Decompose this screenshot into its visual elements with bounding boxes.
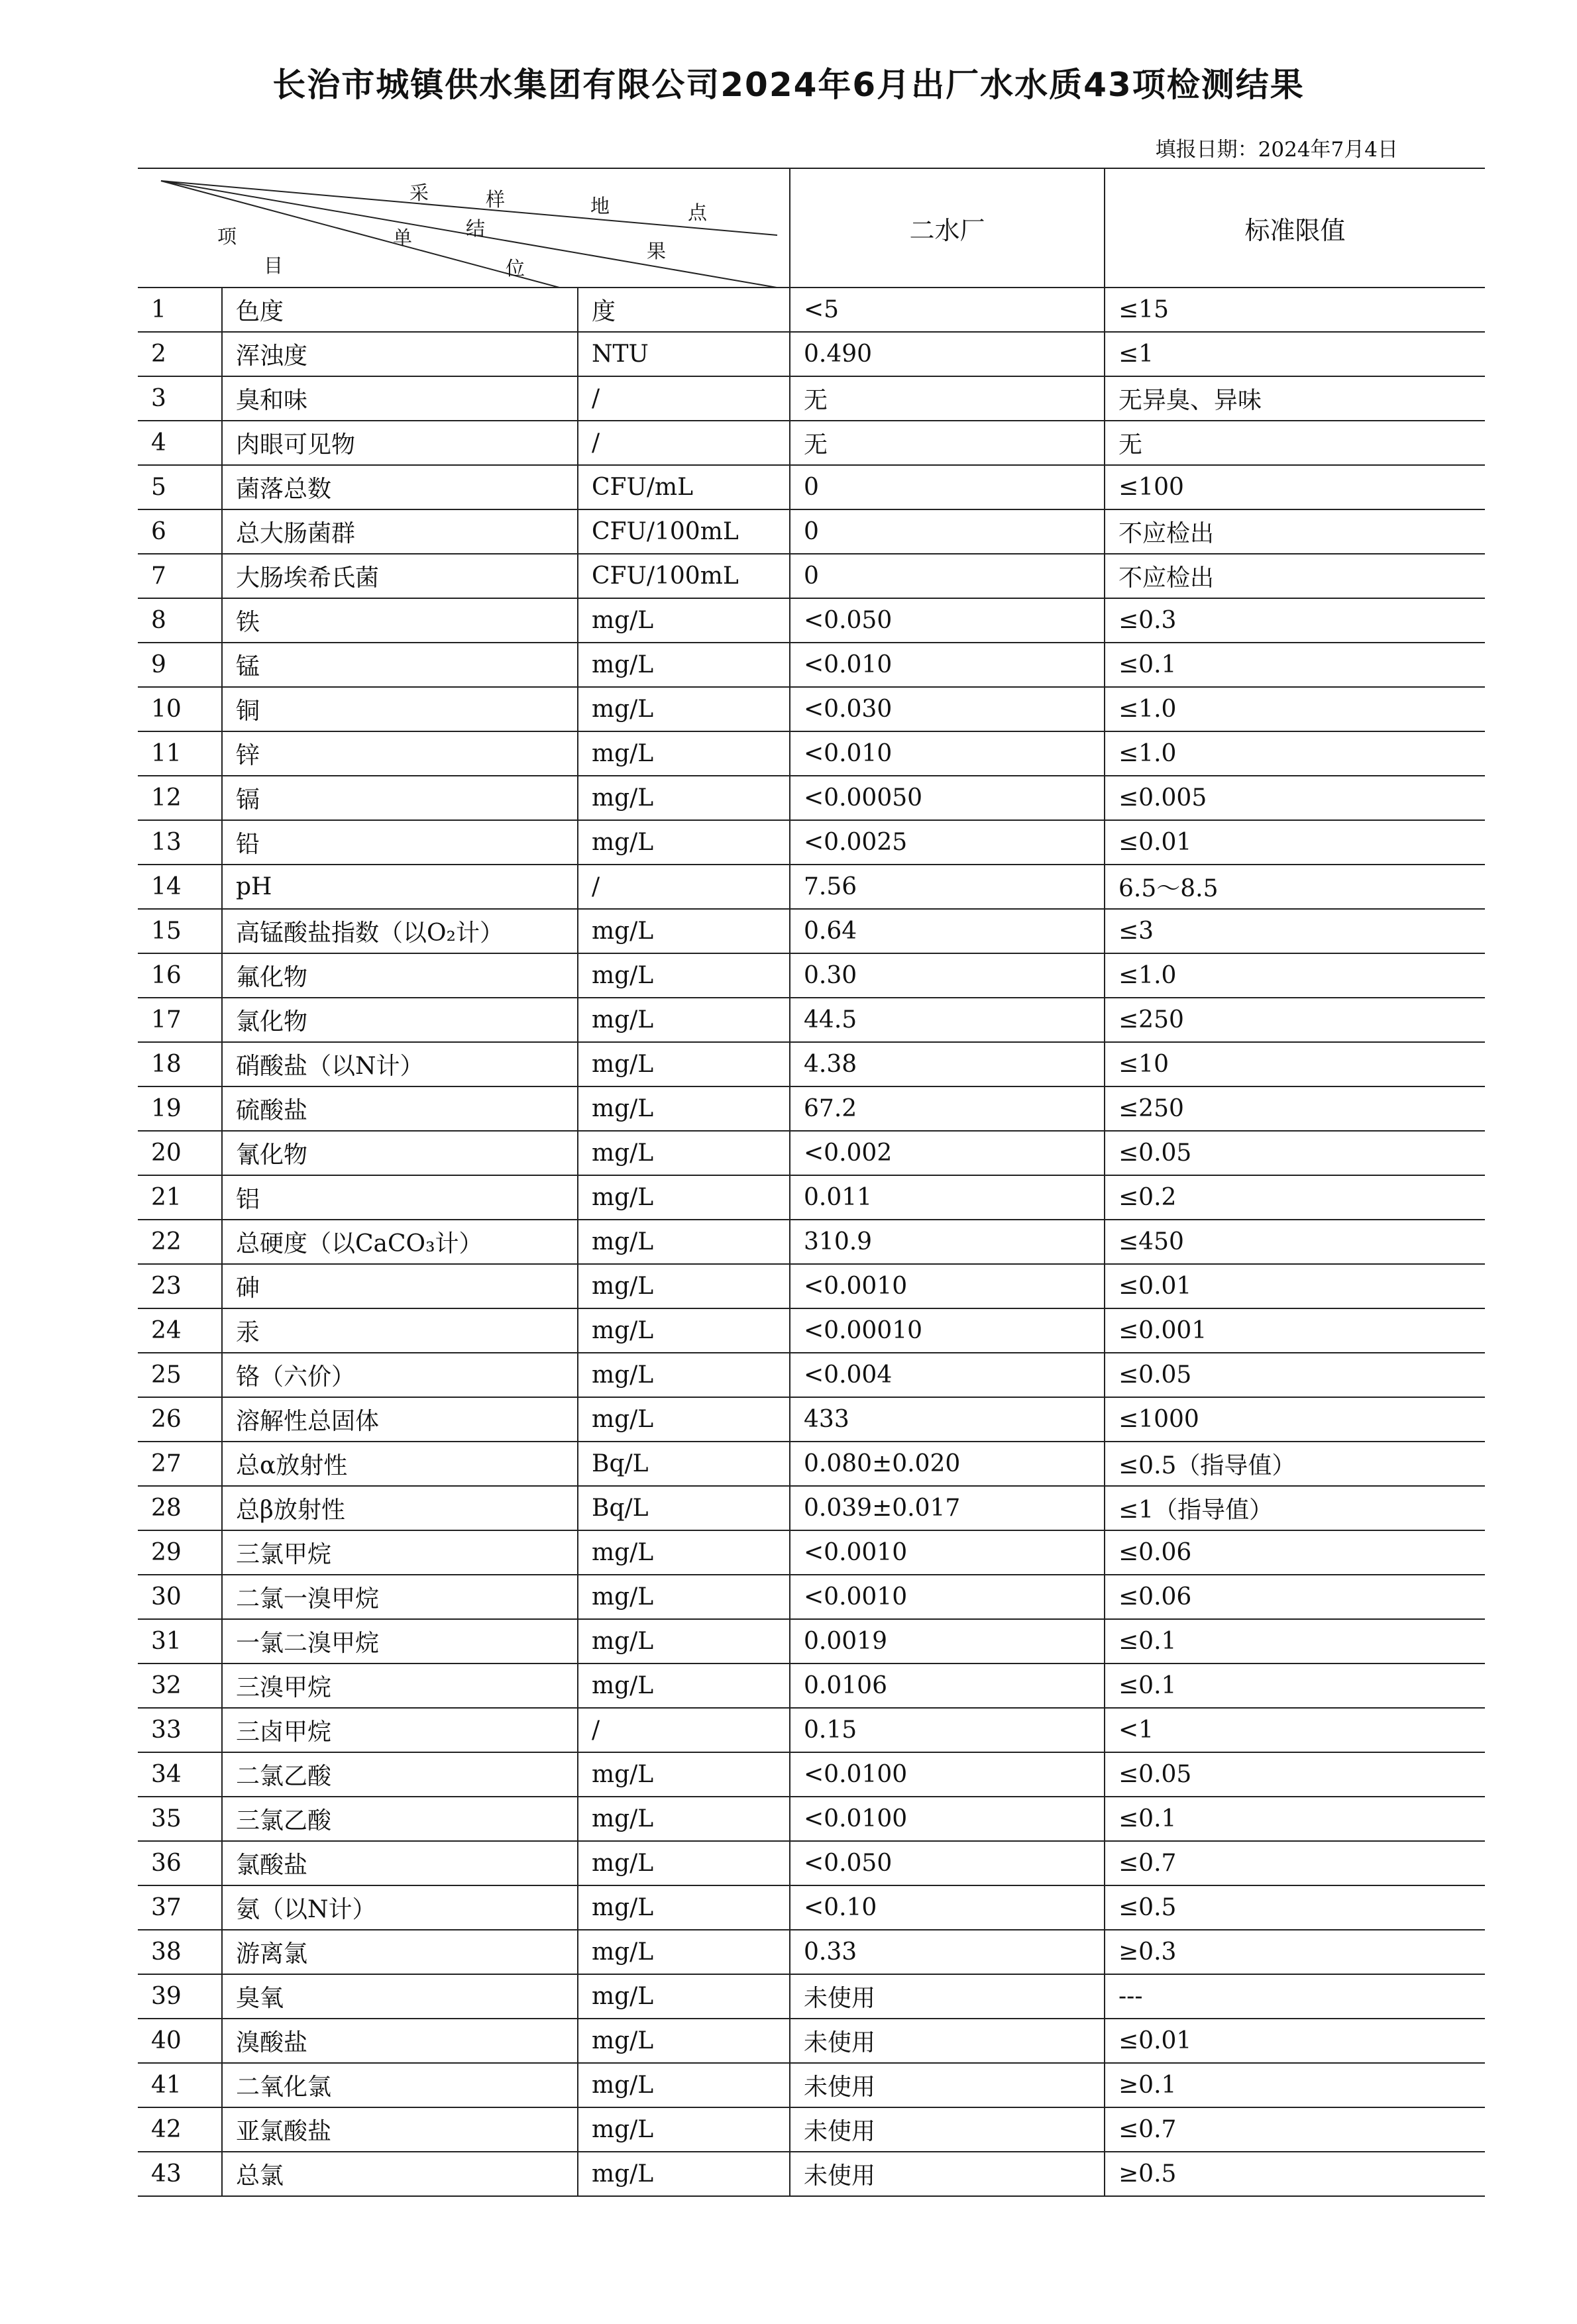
- table-row: [138, 687, 1485, 731]
- header-char: 位: [506, 257, 525, 280]
- item-name: 二氯一溴甲烷: [222, 1575, 578, 1619]
- table-row: [138, 731, 1485, 776]
- unit: mg/L: [578, 1841, 790, 1885]
- table-row: [138, 1530, 1485, 1575]
- standard-limit: ≤0.05: [1105, 1131, 1485, 1175]
- item-name: 氯化物: [222, 998, 578, 1042]
- table-row: [138, 2107, 1485, 2152]
- standard-limit: ≤0.005: [1105, 776, 1485, 820]
- unit: mg/L: [578, 2019, 790, 2063]
- item-name: 铝: [222, 1175, 578, 1220]
- item-name: 硫酸盐: [222, 1086, 578, 1131]
- result-value: 0: [790, 509, 1105, 554]
- item-name: 氰化物: [222, 1131, 578, 1175]
- table-row: [138, 1708, 1485, 1752]
- table-row: [138, 953, 1485, 998]
- row-number: 18: [138, 1042, 222, 1086]
- result-value: 未使用: [790, 2019, 1105, 2063]
- row-number: 27: [138, 1442, 222, 1486]
- item-name: 溶解性总固体: [222, 1397, 578, 1442]
- row-number: 21: [138, 1175, 222, 1220]
- unit: mg/L: [578, 2152, 790, 2196]
- table-row: [138, 1442, 1485, 1486]
- unit: /: [578, 865, 790, 909]
- row-number: 24: [138, 1308, 222, 1353]
- item-name: 亚氯酸盐: [222, 2107, 578, 2152]
- unit: 度: [578, 288, 790, 332]
- standard-limit: ≤0.01: [1105, 2019, 1485, 2063]
- unit: mg/L: [578, 598, 790, 643]
- table-row: [138, 1575, 1485, 1619]
- standard-limit: ≤3: [1105, 909, 1485, 953]
- header-char: 点: [688, 201, 708, 224]
- item-name: 锰: [222, 643, 578, 687]
- table-row: [138, 776, 1485, 820]
- standard-limit: ≤0.01: [1105, 820, 1485, 865]
- unit: mg/L: [578, 1664, 790, 1708]
- item-name: 一氯二溴甲烷: [222, 1619, 578, 1664]
- standard-limit: ---: [1105, 1974, 1485, 2019]
- row-number: 22: [138, 1220, 222, 1264]
- standard-limit: <1: [1105, 1708, 1485, 1752]
- result-value: 无: [790, 376, 1105, 421]
- standard-limit: ≤0.1: [1105, 1664, 1485, 1708]
- limit-column-header: 标准限值: [1105, 168, 1485, 288]
- unit: mg/L: [578, 2107, 790, 2152]
- row-number: 33: [138, 1708, 222, 1752]
- item-name: 游离氯: [222, 1930, 578, 1974]
- standard-limit: 不应检出: [1105, 554, 1485, 598]
- result-value: <0.0010: [790, 1530, 1105, 1575]
- page-title: 长治市城镇供水集团有限公司2024年6月出厂水水质43项检测结果: [272, 66, 1305, 104]
- table-row: [138, 998, 1485, 1042]
- row-number: 31: [138, 1619, 222, 1664]
- standard-limit: ≤10: [1105, 1042, 1485, 1086]
- table-row: [138, 1797, 1485, 1841]
- result-value: 0.64: [790, 909, 1105, 953]
- plant-column-header: 二水厂: [790, 168, 1105, 288]
- row-number: 3: [138, 376, 222, 421]
- row-number: 1: [138, 288, 222, 332]
- result-value: <0.010: [790, 643, 1105, 687]
- table-row: [138, 1885, 1485, 1930]
- standard-limit: ≤0.05: [1105, 1752, 1485, 1797]
- table-row: [138, 1974, 1485, 2019]
- row-number: 14: [138, 865, 222, 909]
- unit: CFU/100mL: [578, 509, 790, 554]
- unit: mg/L: [578, 687, 790, 731]
- unit: CFU/mL: [578, 465, 790, 509]
- table-header-row: [138, 168, 1485, 288]
- result-value: 0: [790, 465, 1105, 509]
- unit: mg/L: [578, 1131, 790, 1175]
- table-row: [138, 2152, 1485, 2196]
- row-number: 39: [138, 1974, 222, 2019]
- table-row: [138, 421, 1485, 465]
- result-value: <0.0010: [790, 1575, 1105, 1619]
- table-row: [138, 598, 1485, 643]
- table-row: [138, 1353, 1485, 1397]
- table-row: [138, 1486, 1485, 1530]
- item-name: pH: [222, 865, 578, 909]
- item-name: 三卤甲烷: [222, 1708, 578, 1752]
- table-row: [138, 1131, 1485, 1175]
- result-value: 0.0106: [790, 1664, 1105, 1708]
- standard-limit: ≥0.5: [1105, 2152, 1485, 2196]
- unit: mg/L: [578, 1530, 790, 1575]
- header-char: 单: [393, 227, 413, 249]
- item-name: 氯酸盐: [222, 1841, 578, 1885]
- result-value: 0.490: [790, 332, 1105, 376]
- unit: mg/L: [578, 909, 790, 953]
- standard-limit: ≤100: [1105, 465, 1485, 509]
- unit: Bq/L: [578, 1442, 790, 1486]
- row-number: 12: [138, 776, 222, 820]
- result-value: <0.0025: [790, 820, 1105, 865]
- unit: /: [578, 376, 790, 421]
- table-row: [138, 1042, 1485, 1086]
- standard-limit: ≤0.2: [1105, 1175, 1485, 1220]
- table-row: [138, 554, 1485, 598]
- result-value: <0.00050: [790, 776, 1105, 820]
- item-name: 镉: [222, 776, 578, 820]
- standard-limit: 6.5～8.5: [1105, 865, 1485, 909]
- result-value: <0.050: [790, 1841, 1105, 1885]
- standard-limit: ≥0.3: [1105, 1930, 1485, 1974]
- standard-limit: ≤1.0: [1105, 687, 1485, 731]
- standard-limit: ≤0.1: [1105, 1797, 1485, 1841]
- result-value: <0.0010: [790, 1264, 1105, 1308]
- unit: mg/L: [578, 953, 790, 998]
- row-number: 15: [138, 909, 222, 953]
- table-row: [138, 1397, 1485, 1442]
- standard-limit: ≤0.1: [1105, 643, 1485, 687]
- result-value: 无: [790, 421, 1105, 465]
- item-name: 三氯甲烷: [222, 1530, 578, 1575]
- result-value: 0.011: [790, 1175, 1105, 1220]
- row-number: 9: [138, 643, 222, 687]
- result-value: 未使用: [790, 1974, 1105, 2019]
- row-number: 26: [138, 1397, 222, 1442]
- result-value: <0.0100: [790, 1752, 1105, 1797]
- row-number: 19: [138, 1086, 222, 1131]
- row-number: 28: [138, 1486, 222, 1530]
- item-name: 砷: [222, 1264, 578, 1308]
- table-row: [138, 820, 1485, 865]
- result-value: <0.010: [790, 731, 1105, 776]
- unit: mg/L: [578, 731, 790, 776]
- standard-limit: ≤0.05: [1105, 1353, 1485, 1397]
- standard-limit: 无: [1105, 421, 1485, 465]
- table-row: [138, 2063, 1485, 2107]
- result-value: 0.33: [790, 1930, 1105, 1974]
- item-name: 铁: [222, 598, 578, 643]
- report-date: 填报日期：2024年7月4日: [1155, 138, 1398, 162]
- result-value: <0.0100: [790, 1797, 1105, 1841]
- table-row: [138, 1086, 1485, 1131]
- result-value: 0.080±0.020: [790, 1442, 1105, 1486]
- row-number: 29: [138, 1530, 222, 1575]
- row-number: 6: [138, 509, 222, 554]
- unit: mg/L: [578, 1752, 790, 1797]
- unit: mg/L: [578, 820, 790, 865]
- item-name: 二氯乙酸: [222, 1752, 578, 1797]
- row-number: 11: [138, 731, 222, 776]
- row-number: 10: [138, 687, 222, 731]
- result-value: 44.5: [790, 998, 1105, 1042]
- diagonal-header-cell: [138, 168, 790, 288]
- row-number: 17: [138, 998, 222, 1042]
- standard-limit: ≤0.3: [1105, 598, 1485, 643]
- row-number: 5: [138, 465, 222, 509]
- result-value: 310.9: [790, 1220, 1105, 1264]
- result-value: <0.050: [790, 598, 1105, 643]
- row-number: 40: [138, 2019, 222, 2063]
- item-name: 总硬度（以CaCO₃计）: [222, 1220, 578, 1264]
- item-name: 三氯乙酸: [222, 1797, 578, 1841]
- standard-limit: ≤0.06: [1105, 1575, 1485, 1619]
- results-body: [138, 288, 1485, 2196]
- item-name: 锌: [222, 731, 578, 776]
- result-value: <0.030: [790, 687, 1105, 731]
- unit: mg/L: [578, 1086, 790, 1131]
- row-number: 36: [138, 1841, 222, 1885]
- unit: CFU/100mL: [578, 554, 790, 598]
- item-name: 氟化物: [222, 953, 578, 998]
- item-name: 臭氧: [222, 1974, 578, 2019]
- standard-limit: ≤250: [1105, 1086, 1485, 1131]
- standard-limit: ≤0.06: [1105, 1530, 1485, 1575]
- item-name: 汞: [222, 1308, 578, 1353]
- standard-limit: ≤0.7: [1105, 1841, 1485, 1885]
- table-row: [138, 643, 1485, 687]
- standard-limit: ≤0.7: [1105, 2107, 1485, 2152]
- table-row: [138, 865, 1485, 909]
- item-name: 铬（六价）: [222, 1353, 578, 1397]
- unit: mg/L: [578, 1042, 790, 1086]
- unit: mg/L: [578, 1974, 790, 2019]
- standard-limit: ≤1000: [1105, 1397, 1485, 1442]
- unit: mg/L: [578, 1619, 790, 1664]
- unit: mg/L: [578, 1264, 790, 1308]
- table-row: [138, 288, 1485, 332]
- standard-limit: ≤1.0: [1105, 731, 1485, 776]
- row-number: 30: [138, 1575, 222, 1619]
- results-table: [138, 168, 1485, 2197]
- unit: mg/L: [578, 643, 790, 687]
- standard-limit: 不应检出: [1105, 509, 1485, 554]
- header-char: 样: [486, 188, 506, 211]
- item-name: 浑浊度: [222, 332, 578, 376]
- header-char: 目: [264, 254, 284, 277]
- standard-limit: ≤1（指导值）: [1105, 1486, 1485, 1530]
- standard-limit: ≤250: [1105, 998, 1485, 1042]
- result-value: 0.0019: [790, 1619, 1105, 1664]
- table-row: [138, 1841, 1485, 1885]
- item-name: 硝酸盐（以N计）: [222, 1042, 578, 1086]
- result-value: 7.56: [790, 865, 1105, 909]
- item-name: 总α放射性: [222, 1442, 578, 1486]
- table-row: [138, 909, 1485, 953]
- standard-limit: ≤1: [1105, 332, 1485, 376]
- standard-limit: ≤450: [1105, 1220, 1485, 1264]
- unit: mg/L: [578, 1175, 790, 1220]
- result-value: 0.30: [790, 953, 1105, 998]
- unit: mg/L: [578, 1353, 790, 1397]
- unit: /: [578, 1708, 790, 1752]
- row-number: 23: [138, 1264, 222, 1308]
- row-number: 25: [138, 1353, 222, 1397]
- unit: mg/L: [578, 1308, 790, 1353]
- unit: NTU: [578, 332, 790, 376]
- result-value: 433: [790, 1397, 1105, 1442]
- result-value: 未使用: [790, 2152, 1105, 2196]
- item-name: 高锰酸盐指数（以O₂计）: [222, 909, 578, 953]
- row-number: 34: [138, 1752, 222, 1797]
- table-row: [138, 1308, 1485, 1353]
- item-name: 二氧化氯: [222, 2063, 578, 2107]
- header-char: 结: [466, 217, 486, 240]
- result-value: 0.15: [790, 1708, 1105, 1752]
- item-name: 溴酸盐: [222, 2019, 578, 2063]
- header-char: 果: [647, 240, 667, 262]
- standard-limit: ≥0.1: [1105, 2063, 1485, 2107]
- result-value: 67.2: [790, 1086, 1105, 1131]
- unit: mg/L: [578, 776, 790, 820]
- unit: Bq/L: [578, 1486, 790, 1530]
- result-value: 0: [790, 554, 1105, 598]
- table-row: [138, 509, 1485, 554]
- unit: mg/L: [578, 1575, 790, 1619]
- header-char: 采: [409, 182, 429, 204]
- row-number: 43: [138, 2152, 222, 2196]
- row-number: 37: [138, 1885, 222, 1930]
- standard-limit: ≤1.0: [1105, 953, 1485, 998]
- result-value: 4.38: [790, 1042, 1105, 1086]
- unit: mg/L: [578, 2063, 790, 2107]
- table-row: [138, 1619, 1485, 1664]
- standard-limit: ≤0.5: [1105, 1885, 1485, 1930]
- table-row: [138, 332, 1485, 376]
- table-row: [138, 1752, 1485, 1797]
- table-row: [138, 1220, 1485, 1264]
- result-value: <0.002: [790, 1131, 1105, 1175]
- item-name: 氨（以N计）: [222, 1885, 578, 1930]
- row-number: 4: [138, 421, 222, 465]
- header-char: 地: [590, 195, 610, 217]
- table-row: [138, 376, 1485, 421]
- table-row: [138, 1930, 1485, 1974]
- unit: mg/L: [578, 1397, 790, 1442]
- item-name: 色度: [222, 288, 578, 332]
- unit: mg/L: [578, 1797, 790, 1841]
- unit: /: [578, 421, 790, 465]
- row-number: 20: [138, 1131, 222, 1175]
- item-name: 总大肠菌群: [222, 509, 578, 554]
- standard-limit: ≤0.1: [1105, 1619, 1485, 1664]
- table-row: [138, 1264, 1485, 1308]
- table-row: [138, 2019, 1485, 2063]
- header-char: 项: [217, 225, 237, 248]
- row-number: 42: [138, 2107, 222, 2152]
- row-number: 2: [138, 332, 222, 376]
- item-name: 菌落总数: [222, 465, 578, 509]
- result-value: <5: [790, 288, 1105, 332]
- row-number: 38: [138, 1930, 222, 1974]
- standard-limit: ≤0.01: [1105, 1264, 1485, 1308]
- table-row: [138, 465, 1485, 509]
- result-value: 未使用: [790, 2107, 1105, 2152]
- item-name: 肉眼可见物: [222, 421, 578, 465]
- item-name: 铅: [222, 820, 578, 865]
- result-value: <0.00010: [790, 1308, 1105, 1353]
- item-name: 臭和味: [222, 376, 578, 421]
- standard-limit: ≤0.5（指导值）: [1105, 1442, 1485, 1486]
- row-number: 32: [138, 1664, 222, 1708]
- standard-limit: 无异臭、异味: [1105, 376, 1485, 421]
- result-value: <0.10: [790, 1885, 1105, 1930]
- item-name: 铜: [222, 687, 578, 731]
- row-number: 8: [138, 598, 222, 643]
- table-row: [138, 1664, 1485, 1708]
- result-value: 0.039±0.017: [790, 1486, 1105, 1530]
- row-number: 35: [138, 1797, 222, 1841]
- unit: mg/L: [578, 1885, 790, 1930]
- row-number: 13: [138, 820, 222, 865]
- unit: mg/L: [578, 998, 790, 1042]
- item-name: 大肠埃希氏菌: [222, 554, 578, 598]
- standard-limit: ≤15: [1105, 288, 1485, 332]
- row-number: 16: [138, 953, 222, 998]
- row-number: 7: [138, 554, 222, 598]
- result-value: 未使用: [790, 2063, 1105, 2107]
- result-value: <0.004: [790, 1353, 1105, 1397]
- row-number: 41: [138, 2063, 222, 2107]
- table-row: [138, 1175, 1485, 1220]
- item-name: 总β放射性: [222, 1486, 578, 1530]
- item-name: 总氯: [222, 2152, 578, 2196]
- item-name: 三溴甲烷: [222, 1664, 578, 1708]
- unit: mg/L: [578, 1930, 790, 1974]
- standard-limit: ≤0.001: [1105, 1308, 1485, 1353]
- unit: mg/L: [578, 1220, 790, 1264]
